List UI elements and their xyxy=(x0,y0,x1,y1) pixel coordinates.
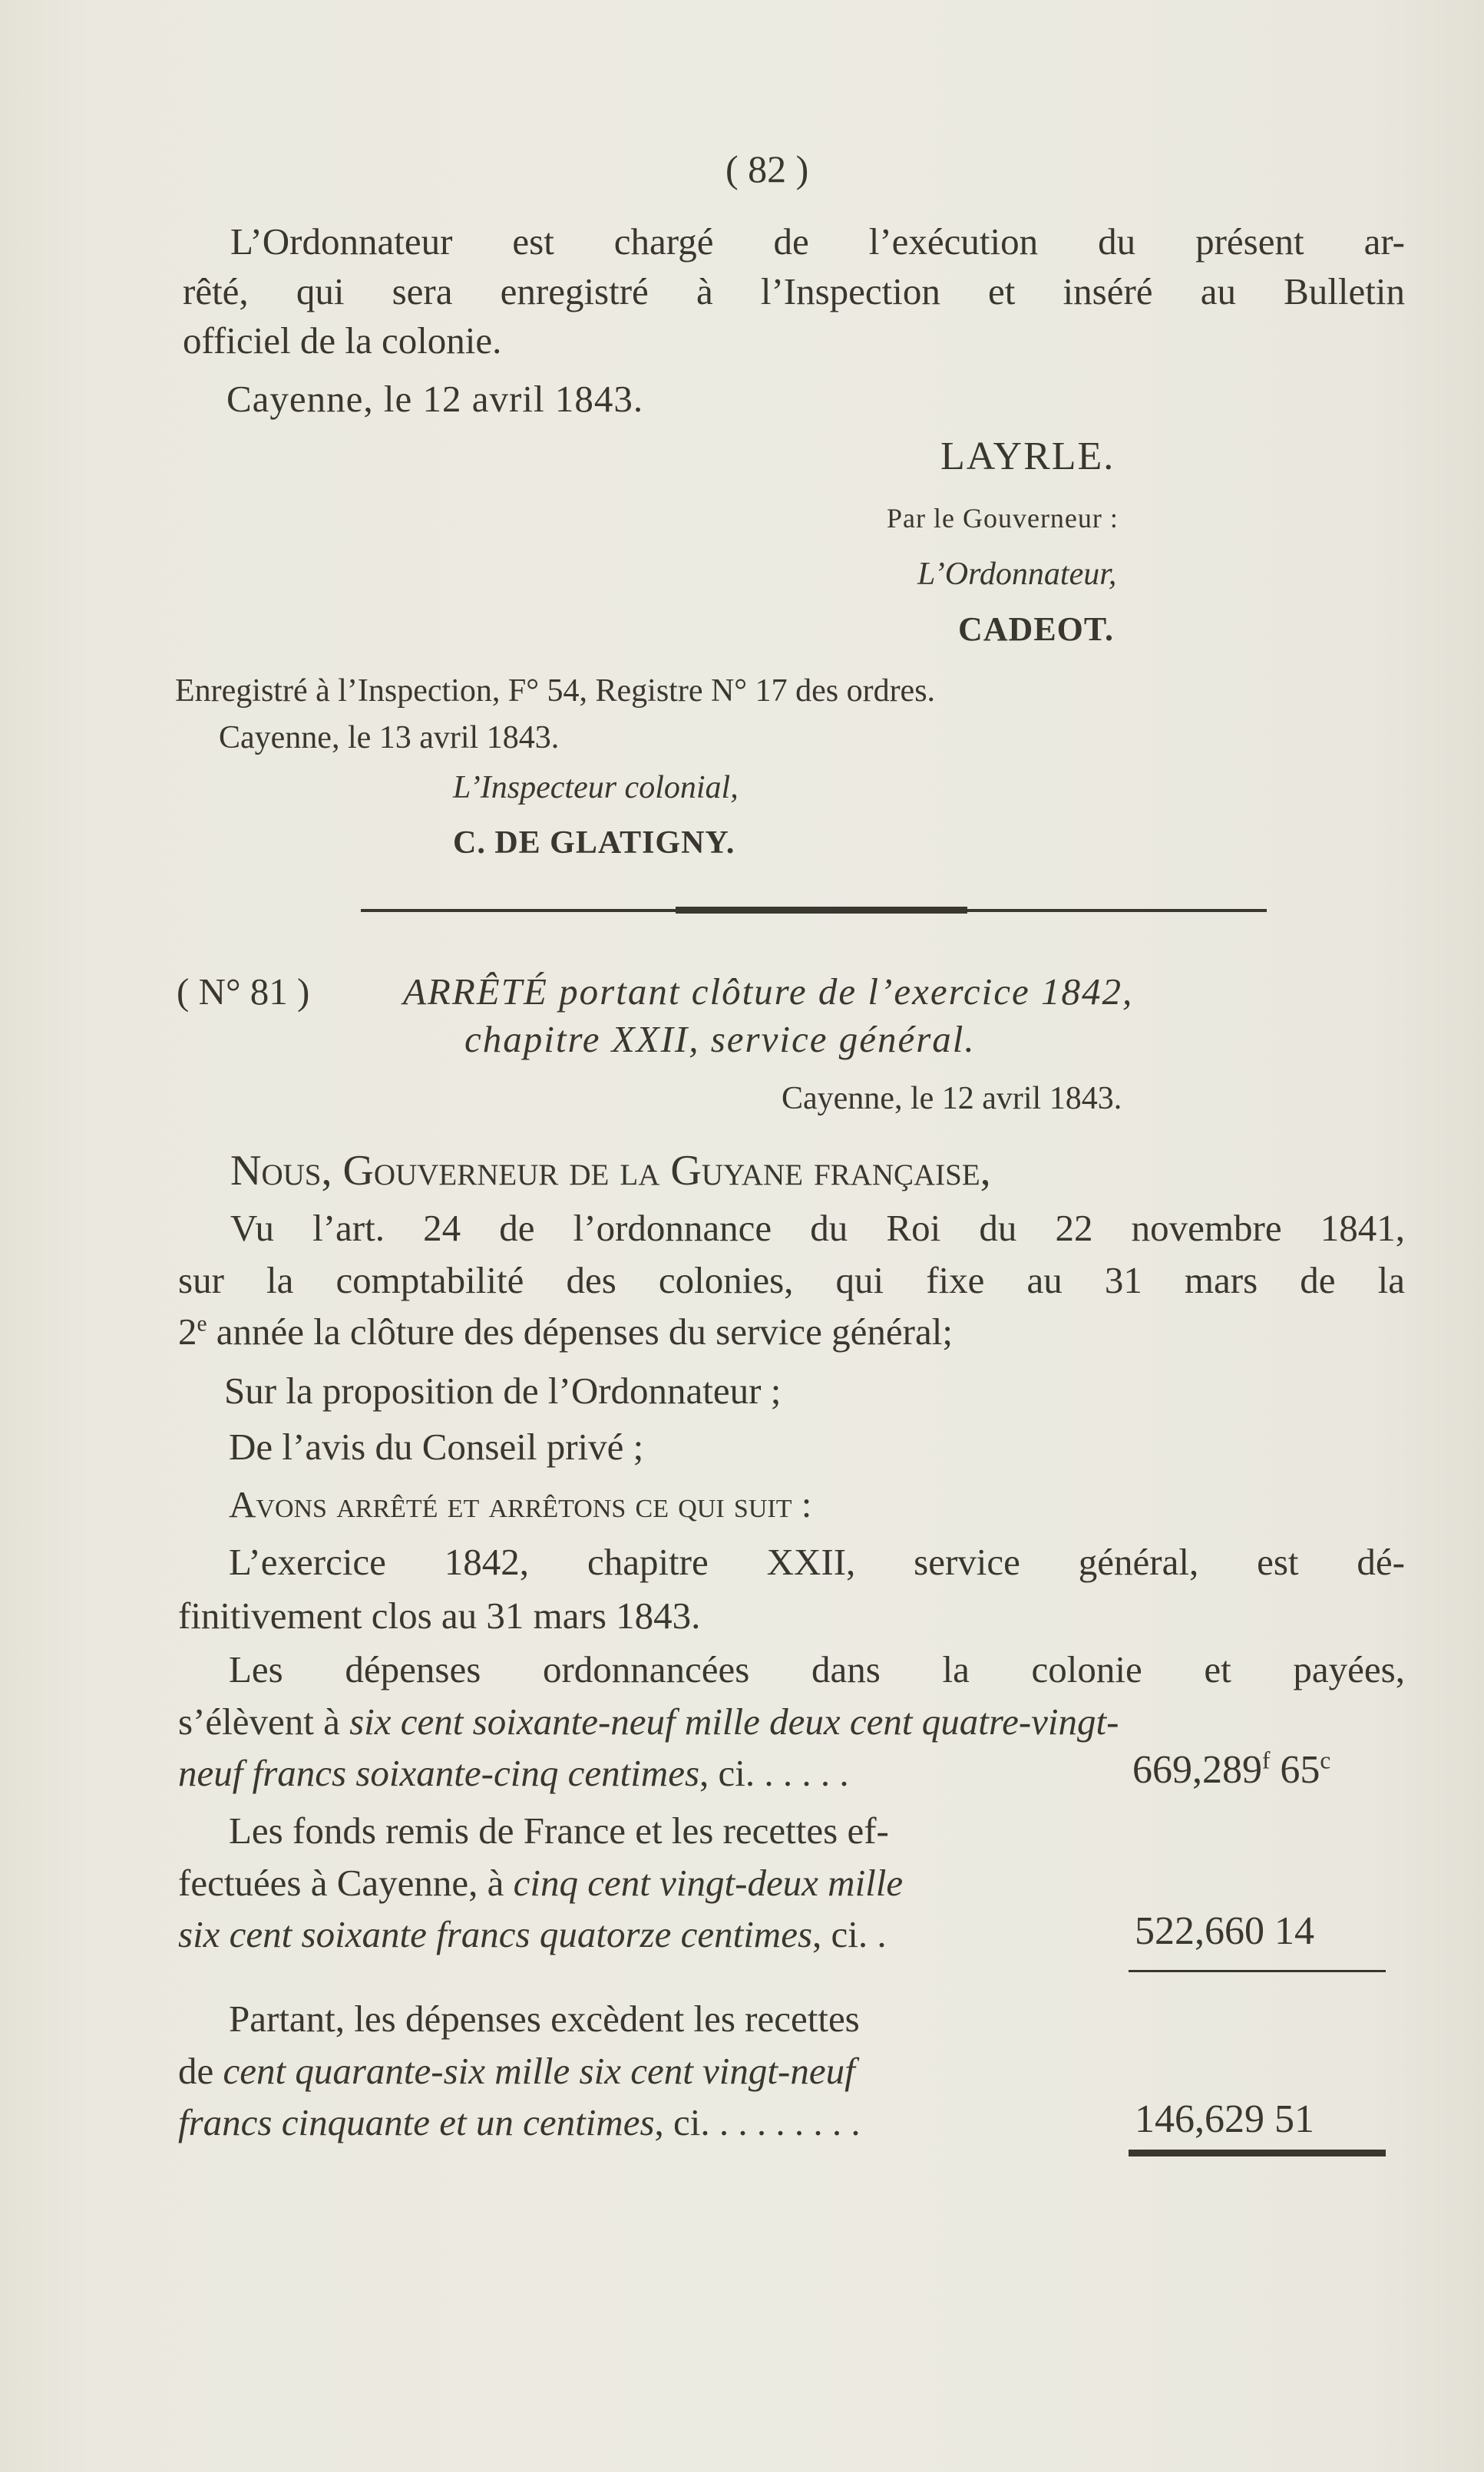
avis-line: De l’avis du Conseil privé ; xyxy=(229,1426,644,1468)
recettes-line-2: fectuées à Cayenne, à cinq cent vingt-deux mille xyxy=(178,1862,904,1904)
recettes-line-1: Les fonds remis de France et les recettes ef- xyxy=(229,1809,889,1852)
ordonnateur-role: L’Ordonnateur, xyxy=(917,557,1117,592)
head-line-1: L’Ordonnateur est chargé de l’exécution du présent ar- xyxy=(230,220,1405,263)
arrete-number: ( N° 81 ) xyxy=(177,970,310,1013)
registration-line: Enregistré à l’Inspection, F° 54, Registre N° 17 des ordres. xyxy=(175,673,936,709)
registration-date: Cayenne, le 13 avril 1843. xyxy=(219,720,560,755)
recettes-amount: 522,660 14 xyxy=(1135,1909,1314,1953)
exercice-line-1: L’exercice 1842, chapitre XXII, service général, est dé- xyxy=(229,1541,1405,1583)
signature-glatigny: C. DE GLATIGNY. xyxy=(453,825,735,861)
vu-line-1: Vu l’art. 24 de l’ordonnance du Roi du 22 novembre 1841, xyxy=(230,1207,1405,1249)
partant-line-3: francs cinquante et un centimes, ci. . . . . . . . . xyxy=(178,2101,861,2143)
signature-layrle: LAYRLE. xyxy=(940,435,1115,478)
depenses-line-3: neuf francs soixante-cinq centimes, ci. . . . . . xyxy=(178,1752,849,1794)
inspecteur-role: L’Inspecteur colonial, xyxy=(453,770,739,805)
avons-arrete-line: Avons arrêté et arrêtons ce qui suit : xyxy=(229,1483,812,1525)
depenses-amount: 669,289$^f$ 65$^c$ xyxy=(1132,1747,1331,1792)
arrete-date: Cayenne, le 12 avril 1843. xyxy=(782,1081,1122,1116)
arrete-title-2: chapitre XXII, service général. xyxy=(464,1018,976,1060)
partant-amount: 146,629 51 xyxy=(1135,2097,1314,2141)
vu-line-2: sur la comptabilité des colonies, qui fixe au 31 mars de la xyxy=(178,1259,1405,1301)
signature-cadeot: CADEOT. xyxy=(958,610,1114,648)
page-number: ( 82 ) xyxy=(725,147,809,190)
partant-line-1: Partant, les dépenses excèdent les recettes xyxy=(229,1998,860,2040)
depenses-line-2: s’élèvent à six cent soixante-neuf mille deux cent quatre-vingt- xyxy=(178,1700,1119,1743)
head-date: Cayenne, le 12 avril 1843. xyxy=(226,378,644,420)
arrete-title-1: ARRÊTÉ portant clôture de l’exercice 1842, xyxy=(403,970,1134,1013)
sum-rule xyxy=(1129,1970,1386,1972)
head-line-2: rêté, qui sera enregistré à l’Inspection et inséré au Bulletin xyxy=(183,270,1405,312)
par-le-gouverneur: Par le Gouverneur : xyxy=(887,503,1119,534)
exercice-line-2: finitivement clos au 31 mars 1843. xyxy=(178,1595,701,1637)
depenses-line-1: Les dépenses ordonnancées dans la colonie et payées, xyxy=(229,1648,1405,1690)
proposition-line: Sur la proposition de l’Ordonnateur ; xyxy=(224,1370,782,1412)
partant-line-2: de cent quarante-six mille six cent vingt-neuf xyxy=(178,2050,855,2092)
total-rule xyxy=(1129,2150,1386,2156)
head-line-3: officiel de la colonie. xyxy=(183,319,502,362)
separator-rule-thick xyxy=(676,907,967,914)
recettes-line-3: six cent soixante francs quatorze centimes, ci. . xyxy=(178,1913,887,1955)
vu-line-3: 2e année la clôture des dépenses du service général; xyxy=(178,1310,953,1353)
nous-gouverneur xyxy=(230,1148,991,1194)
nous-gouverneur-text: Nous, Gouverneur de la Guyane française, xyxy=(230,1147,991,1195)
